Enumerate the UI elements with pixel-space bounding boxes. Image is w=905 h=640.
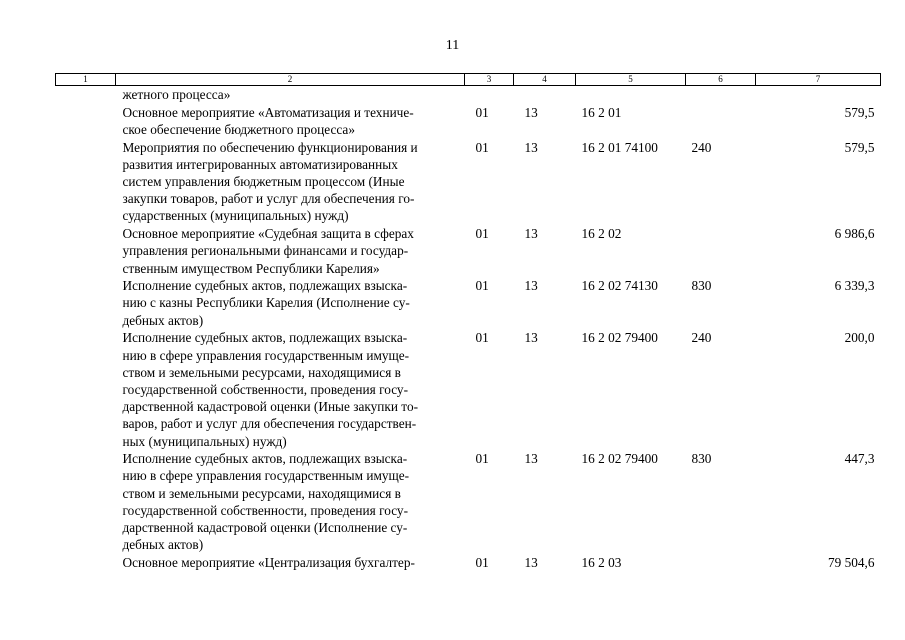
expense-type-cell [686,86,756,104]
subsection-code-cell: 13 [524,104,538,120]
expense-type-cell [686,225,756,277]
expense-type-cell: 830 [691,451,712,467]
section-code-cell: 01 [475,554,489,570]
column-header: 7 [756,74,881,86]
target-article-cell: 16 2 02 79400 [581,451,658,467]
expense-name-line: Основное мероприятие «Автоматизация и техниче- [122,104,414,120]
row-number-cell [56,277,116,329]
amount-cell: 579,5 [844,139,875,155]
expense-name-line: ское обеспечение бюджетного процесса» [122,121,355,137]
subsection-code-cell [514,86,576,104]
target-article-cell: 16 2 02 [581,226,622,242]
amount-cell: 79 504,6 [827,554,875,570]
expense-name-line: жетного процесса» [122,87,231,102]
subsection-code-cell: 13 [524,330,538,346]
expense-name-line: государственной собственности, проведения госу- [122,502,408,518]
expense-name-line: дебных актов) [122,312,204,328]
table-row [56,554,881,572]
expense-name-cell [116,86,465,104]
amount-cell: 6 339,3 [834,278,875,294]
table-row [56,329,881,450]
expense-name-cell [116,104,465,139]
section-code-cell: 01 [475,278,489,294]
amount-cell [756,86,881,104]
expense-name-line: Исполнение судебных актов, подлежащих взыска- [122,451,408,467]
expense-name-cell [116,225,465,277]
column-header: 3 [465,74,514,86]
expense-name-line: Исполнение судебных актов, подлежащих взыска- [122,278,408,294]
expense-type-cell [686,554,756,572]
section-code-cell: 01 [475,451,489,467]
section-code-cell [465,86,514,104]
expense-name-cell [116,450,465,554]
target-article-cell [576,86,686,104]
row-number-cell [56,225,116,277]
expense-name-cell [116,329,465,450]
section-code-cell: 01 [475,139,489,155]
expense-name-line: ных (муниципальных) нужд) [122,433,287,449]
amount-cell: 447,3 [844,451,875,467]
target-article-cell: 16 2 02 79400 [581,330,658,346]
target-article-cell: 16 2 01 [581,104,622,120]
expense-name-line: дарственной кадастровой оценки (Исполнение су- [122,520,408,536]
expense-name-line: государственной собственности, проведения госу- [122,381,408,397]
amount-cell: 200,0 [844,330,875,346]
column-header: 5 [576,74,686,86]
expense-name-line: систем управления бюджетным процессом (Иные [122,174,405,190]
row-number-cell [56,139,116,226]
expense-name-cell [116,139,465,226]
expense-name-cell [116,554,465,572]
target-article-cell: 16 2 03 [581,554,622,570]
row-number-cell [56,554,116,572]
page-number: 11 [445,38,460,53]
expense-name-line: нию в сфере управления государственным имуще- [122,468,410,484]
target-article-cell: 16 2 02 74130 [581,278,658,294]
amount-cell: 579,5 [844,104,875,120]
table-row [56,86,881,104]
table-row [56,450,881,554]
table-row [56,225,881,277]
budget-table [55,73,881,572]
table-row [56,139,881,226]
expense-name-cell [116,277,465,329]
expense-name-line: дарственной кадастровой оценки (Иные закупки то- [122,399,419,415]
target-article-cell: 16 2 01 74100 [581,139,658,155]
expense-name-line: ством и земельными ресурсами, находящимися в [122,364,401,380]
row-number-cell [56,86,116,104]
row-number-cell [56,329,116,450]
column-header: 1 [56,74,116,86]
column-header: 4 [514,74,576,86]
expense-name-line: сударственных (муниципальных) нужд) [122,208,349,224]
expense-name-line: нию с казны Республики Карелия (Исполнение су- [122,295,410,311]
expense-name-line: варов, работ и услуг для обеспечения государствен- [122,416,417,432]
section-code-cell: 01 [475,330,489,346]
column-header: 6 [686,74,756,86]
section-code-cell: 01 [475,104,489,120]
section-code-cell: 01 [475,226,489,242]
expense-name-line: закупки товаров, работ и услуг для обеспечения го- [122,191,415,207]
table-row [56,104,881,139]
expense-name-line: Основное мероприятие «Централизация бухгалтер- [122,554,415,570]
expense-name-line: Исполнение судебных актов, подлежащих взыска- [122,330,408,346]
subsection-code-cell: 13 [524,278,538,294]
expense-type-cell: 240 [691,139,712,155]
expense-name-line: нию в сфере управления государственным имуще- [122,347,410,363]
expense-name-line: ственным имуществом Республики Карелия» [122,260,380,276]
table-row [56,277,881,329]
expense-name-line: ством и земельными ресурсами, находящимися в [122,485,401,501]
row-number-cell [56,104,116,139]
expense-type-cell: 240 [691,330,712,346]
table-body [56,86,881,572]
expense-type-cell [686,104,756,139]
expense-name-line: дебных актов) [122,537,204,553]
subsection-code-cell: 13 [524,139,538,155]
expense-name-line: управления региональными финансами и государ- [122,243,409,259]
expense-name-line: развития интегрированных автоматизированных [122,156,398,172]
expense-type-cell: 830 [691,278,712,294]
column-header: 2 [116,74,465,86]
subsection-code-cell: 13 [524,226,538,242]
expense-name-line: Мероприятия по обеспечению функционирования и [122,139,418,155]
amount-cell: 6 986,6 [834,226,875,242]
row-number-cell [56,450,116,554]
subsection-code-cell: 13 [524,451,538,467]
table-header-row [56,74,881,86]
expense-name-line: Основное мероприятие «Судебная защита в сферах [122,226,414,242]
subsection-code-cell: 13 [524,554,538,570]
